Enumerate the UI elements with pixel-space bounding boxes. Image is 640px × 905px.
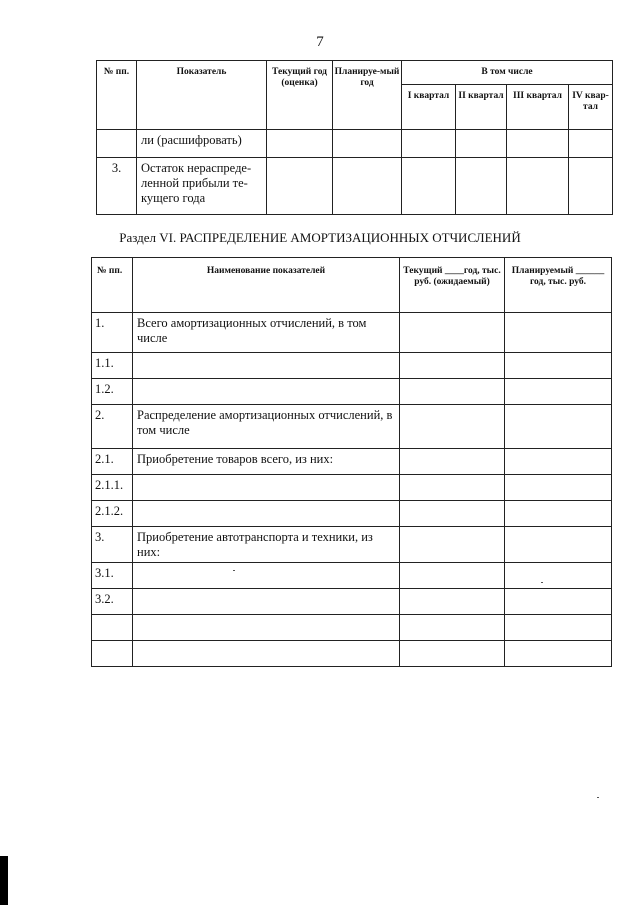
table-row	[92, 379, 612, 405]
row-label: Остаток нераспреде-ленной прибыли те-кущего года	[137, 158, 267, 215]
cell	[507, 158, 569, 215]
cell	[505, 379, 612, 405]
row-label	[133, 353, 400, 379]
col-header-indicator: Показатель	[137, 61, 267, 130]
col-header-q3: III квартал	[507, 85, 569, 130]
cell	[505, 589, 612, 615]
table-row	[97, 130, 613, 158]
row-num: 3.	[92, 527, 133, 563]
cell	[505, 449, 612, 475]
cell	[400, 615, 505, 641]
cell	[400, 563, 505, 589]
cell	[400, 527, 505, 563]
table-row	[92, 353, 612, 379]
cell	[456, 158, 507, 215]
table-row	[92, 615, 612, 641]
cell	[505, 475, 612, 501]
col-header-current-year: Текущий год (оценка)	[267, 61, 333, 130]
col-header-q1: I квартал	[402, 85, 456, 130]
row-label: Распределение амортизационных отчислений, в том числе	[133, 405, 400, 449]
cell	[505, 313, 612, 353]
table-row	[92, 405, 612, 449]
page-number: 7	[316, 34, 324, 50]
cell	[505, 501, 612, 527]
cell	[505, 615, 612, 641]
col-header-num: № пп.	[97, 61, 137, 130]
cell	[505, 641, 612, 667]
table-row	[92, 589, 612, 615]
cell	[400, 501, 505, 527]
scan-speck	[541, 582, 543, 583]
cell	[333, 158, 402, 215]
row-num: 1.2.	[92, 379, 133, 405]
col-header-num: № пп.	[92, 258, 133, 313]
depreciation-table	[91, 257, 612, 667]
cell	[400, 405, 505, 449]
row-label	[133, 641, 400, 667]
row-num	[97, 130, 137, 158]
cell	[569, 158, 613, 215]
cell	[569, 130, 613, 158]
cell	[507, 130, 569, 158]
row-label	[133, 475, 400, 501]
cell	[400, 313, 505, 353]
table-row	[92, 527, 612, 563]
col-header-planned-year: Планируе-мый год	[333, 61, 402, 130]
table-row	[92, 641, 612, 667]
row-num: 1.	[92, 313, 133, 353]
row-label: Приобретение товаров всего, из них:	[133, 449, 400, 475]
scan-speck	[597, 797, 599, 798]
cell	[267, 158, 333, 215]
row-num: 3.2.	[92, 589, 133, 615]
profit-table	[96, 60, 613, 215]
col-header-q2: II квартал	[456, 85, 507, 130]
scan-margin-mark	[0, 856, 8, 905]
cell	[402, 158, 456, 215]
row-label	[133, 563, 400, 589]
row-num	[92, 615, 133, 641]
cell	[400, 353, 505, 379]
section-title: Раздел VI. РАСПРЕДЕЛЕНИЕ АМОРТИЗАЦИОННЫХ ОТЧИСЛЕНИЙ	[119, 230, 521, 245]
scan-speck	[233, 570, 235, 571]
row-label: Приобретение автотранспорта и техники, из них:	[133, 527, 400, 563]
cell	[456, 130, 507, 158]
cell	[400, 589, 505, 615]
table-row	[92, 449, 612, 475]
row-num: 2.1.1.	[92, 475, 133, 501]
row-label: Всего амортизационных отчислений, в том числе	[133, 313, 400, 353]
cell	[400, 641, 505, 667]
cell	[400, 379, 505, 405]
cell	[505, 353, 612, 379]
cell	[402, 130, 456, 158]
cell	[505, 405, 612, 449]
table-row	[92, 501, 612, 527]
row-num: 2.1.	[92, 449, 133, 475]
row-num: 1.1.	[92, 353, 133, 379]
row-num: 3.1.	[92, 563, 133, 589]
row-num	[92, 641, 133, 667]
table-row	[97, 158, 613, 215]
table-row	[92, 475, 612, 501]
cell	[400, 475, 505, 501]
table-row	[92, 563, 612, 589]
cell	[333, 130, 402, 158]
row-num: 3.	[97, 158, 137, 215]
cell	[505, 527, 612, 563]
col-header-including: В том числе	[402, 61, 613, 85]
cell	[267, 130, 333, 158]
row-num: 2.1.2.	[92, 501, 133, 527]
cell	[505, 563, 612, 589]
col-header-planned-year: Планируемый ______ год, тыс. руб.	[505, 258, 612, 313]
row-label	[133, 615, 400, 641]
row-num: 2.	[92, 405, 133, 449]
row-label	[133, 379, 400, 405]
row-label: ли (расшифровать)	[137, 130, 267, 158]
col-header-q4: IV квар-тал	[569, 85, 613, 130]
table-row	[92, 313, 612, 353]
row-label	[133, 501, 400, 527]
col-header-name: Наименование показателей	[133, 258, 400, 313]
cell	[400, 449, 505, 475]
col-header-current-year: Текущий ____год, тыс. руб. (ожидаемый)	[400, 258, 505, 313]
row-label	[133, 589, 400, 615]
